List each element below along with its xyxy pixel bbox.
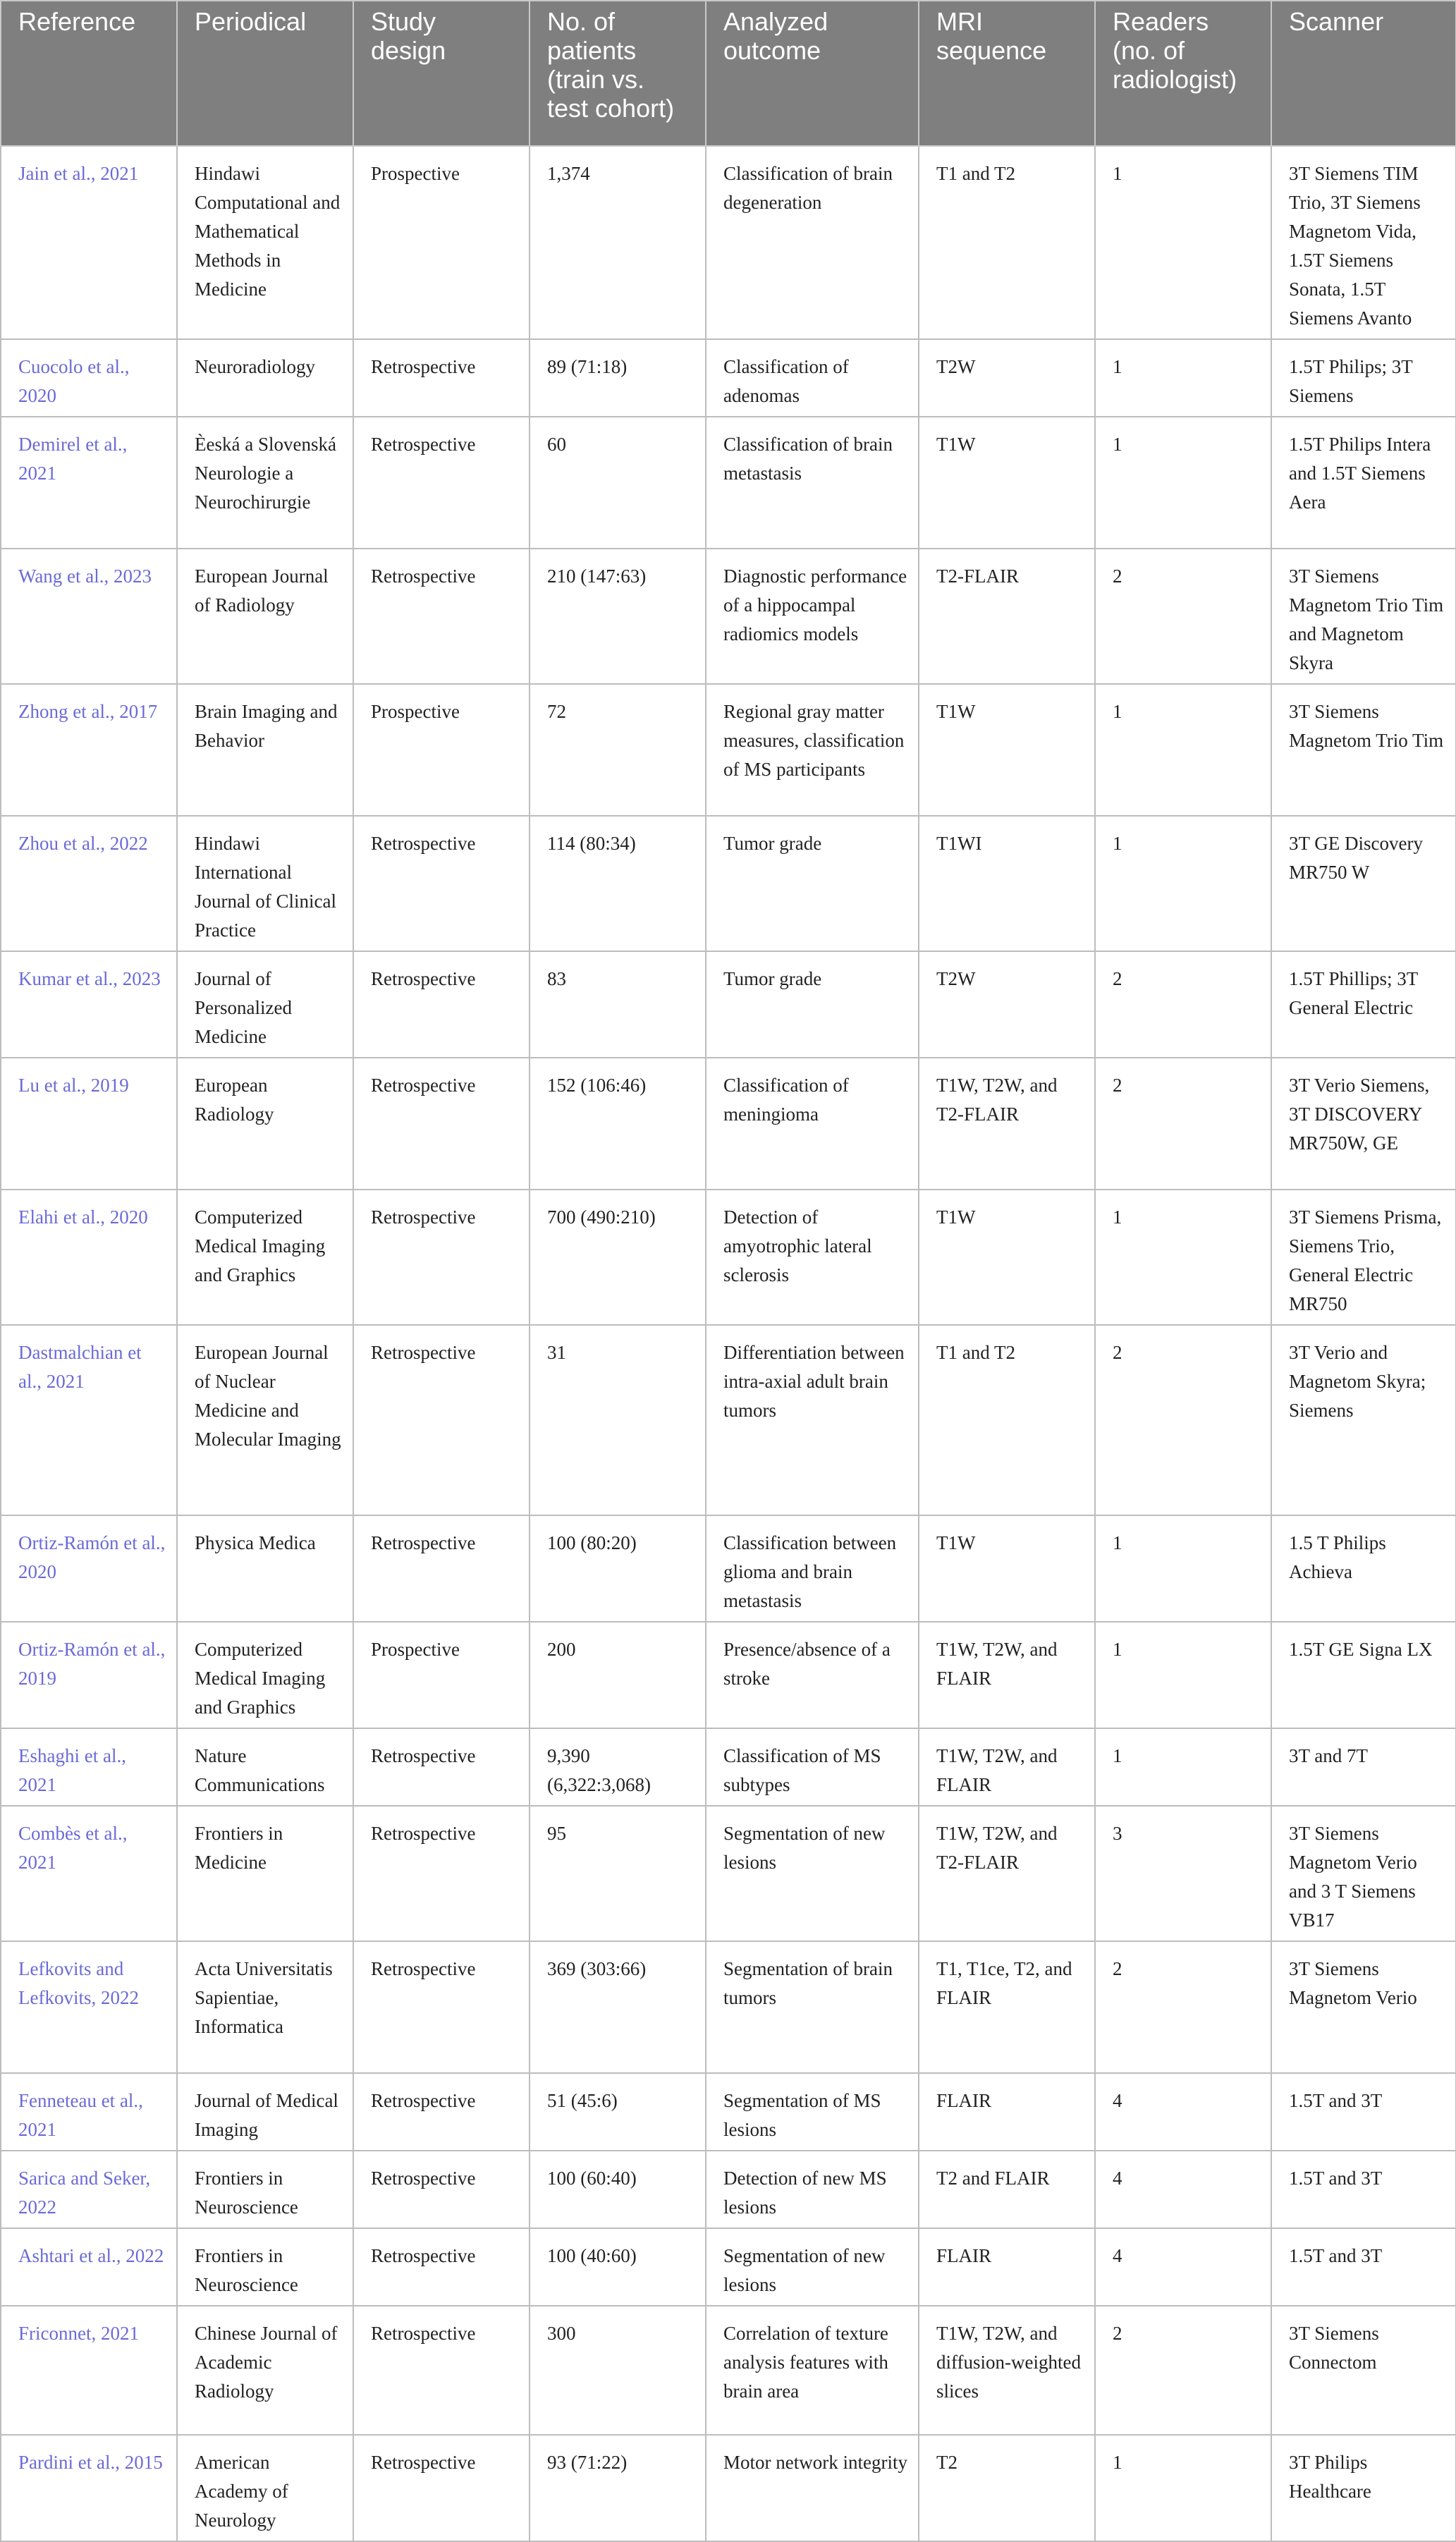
- cell-mri-sequence: T2 and FLAIR: [919, 2151, 1095, 2228]
- cell-scanner: 3T GE Discovery MR750 W: [1271, 816, 1456, 951]
- cell-patients: 369 (303:66): [530, 1941, 706, 2073]
- cell-patients: 89 (71:18): [530, 339, 706, 417]
- cell-scanner: 3T Siemens Prisma, Siemens Trio, General Electric MR750: [1271, 1190, 1456, 1325]
- cell-scanner: 1.5T and 3T: [1271, 2073, 1456, 2151]
- cell-reference[interactable]: Demirel et al., 2021: [1, 417, 177, 549]
- cell-readers: 1: [1095, 684, 1271, 816]
- cell-study-design: Retrospective: [353, 951, 530, 1058]
- cell-reference[interactable]: Ashtari et al., 2022: [1, 2228, 177, 2306]
- cell-readers: 2: [1095, 1058, 1271, 1190]
- cell-scanner: 1.5T GE Signa LX: [1271, 1622, 1456, 1728]
- cell-study-design: Retrospective: [353, 1058, 530, 1190]
- cell-scanner: 3T Philips Healthcare: [1271, 2435, 1456, 2541]
- cell-periodical: Èeská a Slovenská Neurologie a Neurochirurgie: [177, 417, 353, 549]
- cell-analyzed-outcome: Regional gray matter measures, classification of MS participants: [706, 684, 919, 816]
- cell-mri-sequence: T2-FLAIR: [919, 549, 1095, 684]
- cell-reference[interactable]: Zhong et al., 2017: [1, 684, 177, 816]
- cell-patients: 60: [530, 417, 706, 549]
- cell-reference[interactable]: Lu et al., 2019: [1, 1058, 177, 1190]
- cell-reference[interactable]: Kumar et al., 2023: [1, 951, 177, 1058]
- cell-scanner: 1.5T Philips Intera and 1.5T Siemens Aera: [1271, 417, 1456, 549]
- cell-readers: 4: [1095, 2073, 1271, 2151]
- table-row: [1, 339, 1456, 417]
- cell-readers: 2: [1095, 1941, 1271, 2073]
- cell-periodical: Computerized Medical Imaging and Graphics: [177, 1190, 353, 1325]
- cell-readers: 1: [1095, 339, 1271, 417]
- cell-mri-sequence: T1WI: [919, 816, 1095, 951]
- cell-readers: 1: [1095, 146, 1271, 339]
- cell-analyzed-outcome: Segmentation of new lesions: [706, 1806, 919, 1941]
- cell-analyzed-outcome: Presence/absence of a stroke: [706, 1622, 919, 1728]
- cell-reference[interactable]: Dastmalchian et al., 2021: [1, 1325, 177, 1515]
- cell-mri-sequence: T2W: [919, 951, 1095, 1058]
- cell-mri-sequence: T1 and T2: [919, 1325, 1095, 1515]
- cell-mri-sequence: FLAIR: [919, 2073, 1095, 2151]
- cell-mri-sequence: T1W: [919, 684, 1095, 816]
- cell-periodical: European Radiology: [177, 1058, 353, 1190]
- cell-patients: 100 (80:20): [530, 1515, 706, 1622]
- header-row: [1, 1, 1456, 146]
- cell-mri-sequence: T2W: [919, 339, 1095, 417]
- cell-analyzed-outcome: Classification of brain degeneration: [706, 146, 919, 339]
- table-row: [1, 1058, 1456, 1190]
- cell-periodical: American Academy of Neurology: [177, 2435, 353, 2541]
- cell-periodical: Frontiers in Neuroscience: [177, 2151, 353, 2228]
- cell-readers: 1: [1095, 816, 1271, 951]
- cell-study-design: Retrospective: [353, 2435, 530, 2541]
- cell-patients: 300: [530, 2306, 706, 2435]
- cell-readers: 1: [1095, 1190, 1271, 1325]
- cell-patients: 72: [530, 684, 706, 816]
- cell-readers: 2: [1095, 1325, 1271, 1515]
- cell-analyzed-outcome: Classification of brain metastasis: [706, 417, 919, 549]
- table-row: [1, 417, 1456, 549]
- cell-periodical: Frontiers in Neuroscience: [177, 2228, 353, 2306]
- cell-scanner: 3T and 7T: [1271, 1728, 1456, 1806]
- cell-readers: 1: [1095, 1622, 1271, 1728]
- cell-mri-sequence: T1W, T2W, and FLAIR: [919, 1622, 1095, 1728]
- cell-mri-sequence: T1 and T2: [919, 146, 1095, 339]
- cell-scanner: 3T Verio and Magnetom Skyra; Siemens: [1271, 1325, 1456, 1515]
- table-row: [1, 1515, 1456, 1622]
- cell-mri-sequence: T1W: [919, 417, 1095, 549]
- cell-reference[interactable]: Lefkovits and Lefkovits, 2022: [1, 1941, 177, 2073]
- cell-readers: 1: [1095, 2435, 1271, 2541]
- cell-mri-sequence: T1W, T2W, and T2-FLAIR: [919, 1806, 1095, 1941]
- cell-scanner: 3T Siemens TIM Trio, 3T Siemens Magnetom Vida, 1.5T Siemens Sonata, 1.5T Siemens Avanto: [1271, 146, 1456, 339]
- cell-reference[interactable]: Eshaghi et al., 2021: [1, 1728, 177, 1806]
- cell-analyzed-outcome: Segmentation of new lesions: [706, 2228, 919, 2306]
- cell-reference[interactable]: Friconnet, 2021: [1, 2306, 177, 2435]
- cell-periodical: European Journal of Nuclear Medicine and Molecular Imaging: [177, 1325, 353, 1515]
- cell-patients: 152 (106:46): [530, 1058, 706, 1190]
- cell-analyzed-outcome: Correlation of texture analysis features with brain area: [706, 2306, 919, 2435]
- cell-readers: 2: [1095, 549, 1271, 684]
- cell-patients: 31: [530, 1325, 706, 1515]
- cell-patients: 100 (60:40): [530, 2151, 706, 2228]
- cell-periodical: Brain Imaging and Behavior: [177, 684, 353, 816]
- cell-analyzed-outcome: Classification between glioma and brain metastasis: [706, 1515, 919, 1622]
- header-readers: Readers (no. of radiologist): [1095, 1, 1271, 146]
- cell-periodical: European Journal of Radiology: [177, 549, 353, 684]
- cell-reference[interactable]: Zhou et al., 2022: [1, 816, 177, 951]
- cell-scanner: 3T Siemens Magnetom Verio: [1271, 1941, 1456, 2073]
- cell-readers: 2: [1095, 951, 1271, 1058]
- cell-periodical: Acta Universitatis Sapientiae, Informatica: [177, 1941, 353, 2073]
- cell-patients: 93 (71:22): [530, 2435, 706, 2541]
- header-periodical: Periodical: [177, 1, 353, 146]
- cell-analyzed-outcome: Diagnostic performance of a hippocampal radiomics models: [706, 549, 919, 684]
- cell-study-design: Retrospective: [353, 1515, 530, 1622]
- cell-study-design: Prospective: [353, 684, 530, 816]
- cell-patients: 83: [530, 951, 706, 1058]
- cell-study-design: Retrospective: [353, 2073, 530, 2151]
- header-reference: Reference: [1, 1, 177, 146]
- cell-patients: 51 (45:6): [530, 2073, 706, 2151]
- cell-mri-sequence: T1W, T2W, and diffusion-weighted slices: [919, 2306, 1095, 2435]
- cell-mri-sequence: T1W, T2W, and T2-FLAIR: [919, 1058, 1095, 1190]
- table-row: [1, 2151, 1456, 2228]
- cell-readers: 1: [1095, 1728, 1271, 1806]
- cell-readers: 2: [1095, 2306, 1271, 2435]
- cell-study-design: Retrospective: [353, 2228, 530, 2306]
- header-study-design: Study design: [353, 1, 530, 146]
- cell-analyzed-outcome: Classification of meningioma: [706, 1058, 919, 1190]
- cell-study-design: Retrospective: [353, 1728, 530, 1806]
- header-patients: No. of patients (train vs. test cohort): [530, 1, 706, 146]
- table-header: [1, 1, 1456, 146]
- cell-study-design: Prospective: [353, 146, 530, 339]
- cell-scanner: 3T Siemens Magnetom Trio Tim: [1271, 684, 1456, 816]
- cell-patients: 9,390 (6,322:3,068): [530, 1728, 706, 1806]
- cell-readers: 4: [1095, 2151, 1271, 2228]
- table-row: [1, 1728, 1456, 1806]
- cell-scanner: 1.5T Philips; 3T Siemens: [1271, 339, 1456, 417]
- cell-reference[interactable]: Fenneteau et al., 2021: [1, 2073, 177, 2151]
- cell-analyzed-outcome: Tumor grade: [706, 816, 919, 951]
- table-row: [1, 1941, 1456, 2073]
- cell-scanner: 1.5T and 3T: [1271, 2151, 1456, 2228]
- header-scanner: Scanner: [1271, 1, 1456, 146]
- cell-readers: 4: [1095, 2228, 1271, 2306]
- cell-patients: 200: [530, 1622, 706, 1728]
- table-row: [1, 684, 1456, 816]
- cell-reference[interactable]: Pardini et al., 2015: [1, 2435, 177, 2541]
- cell-reference[interactable]: Elahi et al., 2020: [1, 1190, 177, 1325]
- cell-analyzed-outcome: Segmentation of brain tumors: [706, 1941, 919, 2073]
- cell-study-design: Retrospective: [353, 549, 530, 684]
- cell-scanner: 1.5T Phillips; 3T General Electric: [1271, 951, 1456, 1058]
- table-row: [1, 549, 1456, 684]
- table-row: [1, 1622, 1456, 1728]
- cell-patients: 95: [530, 1806, 706, 1941]
- cell-scanner: 3T Siemens Magnetom Verio and 3 T Siemens VB17: [1271, 1806, 1456, 1941]
- cell-periodical: Neuroradiology: [177, 339, 353, 417]
- cell-patients: 1,374: [530, 146, 706, 339]
- cell-periodical: Hindawi International Journal of Clinical Practice: [177, 816, 353, 951]
- cell-patients: 700 (490:210): [530, 1190, 706, 1325]
- table-row: [1, 1190, 1456, 1325]
- cell-readers: 3: [1095, 1806, 1271, 1941]
- cell-analyzed-outcome: Motor network integrity: [706, 2435, 919, 2541]
- cell-periodical: Journal of Personalized Medicine: [177, 951, 353, 1058]
- cell-study-design: Prospective: [353, 1622, 530, 1728]
- cell-study-design: Retrospective: [353, 2151, 530, 2228]
- cell-study-design: Retrospective: [353, 1325, 530, 1515]
- cell-study-design: Retrospective: [353, 417, 530, 549]
- cell-scanner: 1.5T and 3T: [1271, 2228, 1456, 2306]
- cell-study-design: Retrospective: [353, 2306, 530, 2435]
- header-analyzed-outcome: Analyzed outcome: [706, 1, 919, 146]
- cell-periodical: Chinese Journal of Academic Radiology: [177, 2306, 353, 2435]
- cell-analyzed-outcome: Tumor grade: [706, 951, 919, 1058]
- cell-reference[interactable]: Jain et al., 2021: [1, 146, 177, 339]
- table-row: [1, 2306, 1456, 2435]
- cell-scanner: 3T Verio Siemens, 3T DISCOVERY MR750W, GE: [1271, 1058, 1456, 1190]
- cell-scanner: 1.5 T Philips Achieva: [1271, 1515, 1456, 1622]
- cell-analyzed-outcome: Classification of adenomas: [706, 339, 919, 417]
- cell-mri-sequence: T1, T1ce, T2, and FLAIR: [919, 1941, 1095, 2073]
- table-row: [1, 1325, 1456, 1515]
- cell-periodical: Hindawi Computational and Mathematical Methods in Medicine: [177, 146, 353, 339]
- cell-study-design: Retrospective: [353, 1941, 530, 2073]
- cell-study-design: Retrospective: [353, 816, 530, 951]
- cell-analyzed-outcome: Classification of MS subtypes: [706, 1728, 919, 1806]
- table-row: [1, 951, 1456, 1058]
- cell-analyzed-outcome: Detection of amyotrophic lateral sclerosis: [706, 1190, 919, 1325]
- table-row: [1, 816, 1456, 951]
- cell-periodical: Journal of Medical Imaging: [177, 2073, 353, 2151]
- cell-mri-sequence: T2: [919, 2435, 1095, 2541]
- cell-reference[interactable]: Combès et al., 2021: [1, 1806, 177, 1941]
- cell-scanner: 3T Siemens Magnetom Trio Tim and Magnetom Skyra: [1271, 549, 1456, 684]
- cell-patients: 210 (147:63): [530, 549, 706, 684]
- cell-mri-sequence: FLAIR: [919, 2228, 1095, 2306]
- header-mri-sequence: MRI sequence: [919, 1, 1095, 146]
- cell-study-design: Retrospective: [353, 1806, 530, 1941]
- cell-patients: 114 (80:34): [530, 816, 706, 951]
- table-row: [1, 2228, 1456, 2306]
- cell-periodical: Physica Medica: [177, 1515, 353, 1622]
- cell-analyzed-outcome: Segmentation of MS lesions: [706, 2073, 919, 2151]
- cell-reference[interactable]: Sarica and Seker, 2022: [1, 2151, 177, 2228]
- table-body: [1, 146, 1456, 2541]
- cell-study-design: Retrospective: [353, 339, 530, 417]
- table-row: [1, 2073, 1456, 2151]
- cell-periodical: Nature Communications: [177, 1728, 353, 1806]
- cell-reference[interactable]: Wang et al., 2023: [1, 549, 177, 684]
- cell-mri-sequence: T1W, T2W, and FLAIR: [919, 1728, 1095, 1806]
- table-row: [1, 2435, 1456, 2541]
- cell-readers: 1: [1095, 417, 1271, 549]
- cell-reference[interactable]: Ortiz-Ramón et al., 2020: [1, 1515, 177, 1622]
- cell-patients: 100 (40:60): [530, 2228, 706, 2306]
- table-row: [1, 1806, 1456, 1941]
- cell-analyzed-outcome: Differentiation between intra-axial adult brain tumors: [706, 1325, 919, 1515]
- cell-mri-sequence: T1W: [919, 1515, 1095, 1622]
- cell-study-design: Retrospective: [353, 1190, 530, 1325]
- cell-scanner: 3T Siemens Connectom: [1271, 2306, 1456, 2435]
- cell-readers: 1: [1095, 1515, 1271, 1622]
- cell-mri-sequence: T1W: [919, 1190, 1095, 1325]
- cell-periodical: Computerized Medical Imaging and Graphics: [177, 1622, 353, 1728]
- cell-analyzed-outcome: Detection of new MS lesions: [706, 2151, 919, 2228]
- table-row: [1, 146, 1456, 339]
- cell-reference[interactable]: Ortiz-Ramón et al., 2019: [1, 1622, 177, 1728]
- cell-periodical: Frontiers in Medicine: [177, 1806, 353, 1941]
- cell-reference[interactable]: Cuocolo et al., 2020: [1, 339, 177, 417]
